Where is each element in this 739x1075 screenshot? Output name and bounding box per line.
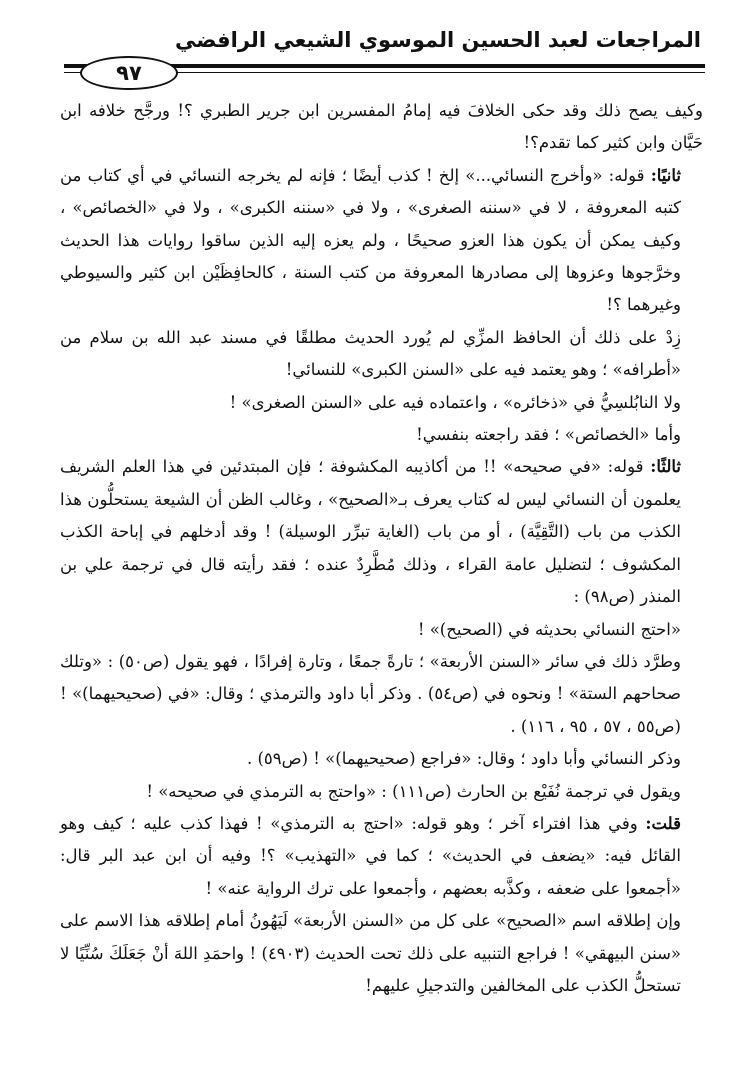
paragraph: «احتج النسائي بحديثه في (الصحيح)» ! bbox=[417, 619, 681, 639]
page-number: ٩٧ bbox=[80, 56, 178, 90]
paragraph: وذكر النسائي وأبا داود ؛ وقال: «فراجع (صحيحيهما)» ! (ص٥٩) . bbox=[246, 749, 681, 769]
paragraph: وطرَّد ذلك في سائر «السنن الأربعة» ؛ تارةً جمعًا ، وتارة إفرادًا ، فهو يقول (ص٥٠) : «وتلك صحاحهم الستة» ! ونحوه في (ص٥٤) . وذكر أبا داود والترمذي ؛ وقال: «في (صحيحيهما)» ! (ص٥٥ ، ٥٧ ، ٩٥ ، ١١٦) . bbox=[60, 651, 681, 736]
page-body bbox=[60, 95, 703, 1002]
paragraph: ثانيًا: قوله: «وأخرج النسائي...» إلخ ! كذب أيضًا ؛ فإنه لم يخرجه النسائي في أي كتاب من كتبه المعروفة ، لا في «سننه الصغرى» ، ولا في «سننه الكبرى» ، ولا في «الخصائص» ، وكيف يمكن أن يكون هذا العزو صحيحًا ، ولم يعزه إليه الذين ساقوا روايات هذا الحديث وخرَّجوها وعزوها إلى مصادرها المعروفة من كتب السنة ، كالحافِظَيْن ابن كثير والسيوطي وغيرهما ؟! bbox=[60, 165, 681, 315]
paragraph: وأما «الخصائص» ؛ فقد راجعته بنفسي! bbox=[416, 425, 681, 445]
paragraph: زِدْ على ذلك أن الحافظ المزِّي لم يُورد الحديث مطلقًا في مسند عبد الله بن سلام من «أطرافه» ؛ وهو يعتمد فيه على «السنن الكبرى» للنسائي! bbox=[60, 327, 681, 380]
paragraph: ثالثًا: قوله: «في صحيحه» !! من أكاذيبه المكشوفة ؛ فإن المبتدئين في هذا العلم الشريف يعلمون أن النسائي ليس له كتاب يعرف بـ«الصحيح» ، وغالب الظن أن الشيعة يستحلُّون هذا الكذب من باب (التَّقِيَّة) ، أو من باب (الغاية تبرِّر الوسيلة) ! وقد أدخلهم في إباحة الكذب المكشوف ؛ لتضليل عامة القراء ، وذلك مُطَّرِدٌ عنده ؛ فقد رأيته قال في ترجمة علي بن المنذر (ص٩٨) : bbox=[60, 457, 681, 607]
paragraph: قلت: وفي هذا افتراء آخر ؛ وهو قوله: «احتج به الترمذي» ! فهذا كذب عليه ؛ كيف وهو القائل فيه: «يضعف في الحديث» ؛ كما في «التهذيب» ؟! وفيه أن ابن عبد البر قال: «أجمعوا على ضعفه ، وكذَّبه بعضهم ، وأجمعوا على ترك الرواية عنه» ! bbox=[60, 813, 682, 898]
running-header bbox=[64, 26, 705, 60]
paragraph: ولا النابُلسِيُّ في «ذخائره» ، واعتماده فيه على «السنن الصغرى» ! bbox=[229, 392, 681, 412]
paragraph: وإن إطلاقه اسم «الصحيح» على كل من «السنن الأربعة» لَيَهُونُ أمام إطلاقه هذا الاسم على «سنن البيهقي» ! فراجع التنبيه على ذلك تحت الحديث (٤٩٠٣) ! واحمَدِ اللهَ أنْ جَعَلَكَ سُنِّيًا لا تستحلُّ الكذب على المخالفين والتدجيلِ عليهم! bbox=[60, 911, 681, 995]
book-title: المراجعات لعبد الحسين الموسوي الشيعي الرافضي bbox=[174, 28, 701, 52]
paragraph: وكيف يصح ذلك وقد حكى الخلافَ فيه إمامُ المفسرين ابن جرير الطبري ؟! ورجَّح خلافه ابن حَيَّان وابن كثير كما تقدم؟! bbox=[60, 101, 703, 153]
paragraph: ويقول في ترجمة نُفَيْع بن الحارث (ص١١١) : «واحتج به الترمذي في صحيحه» ! bbox=[146, 781, 681, 801]
